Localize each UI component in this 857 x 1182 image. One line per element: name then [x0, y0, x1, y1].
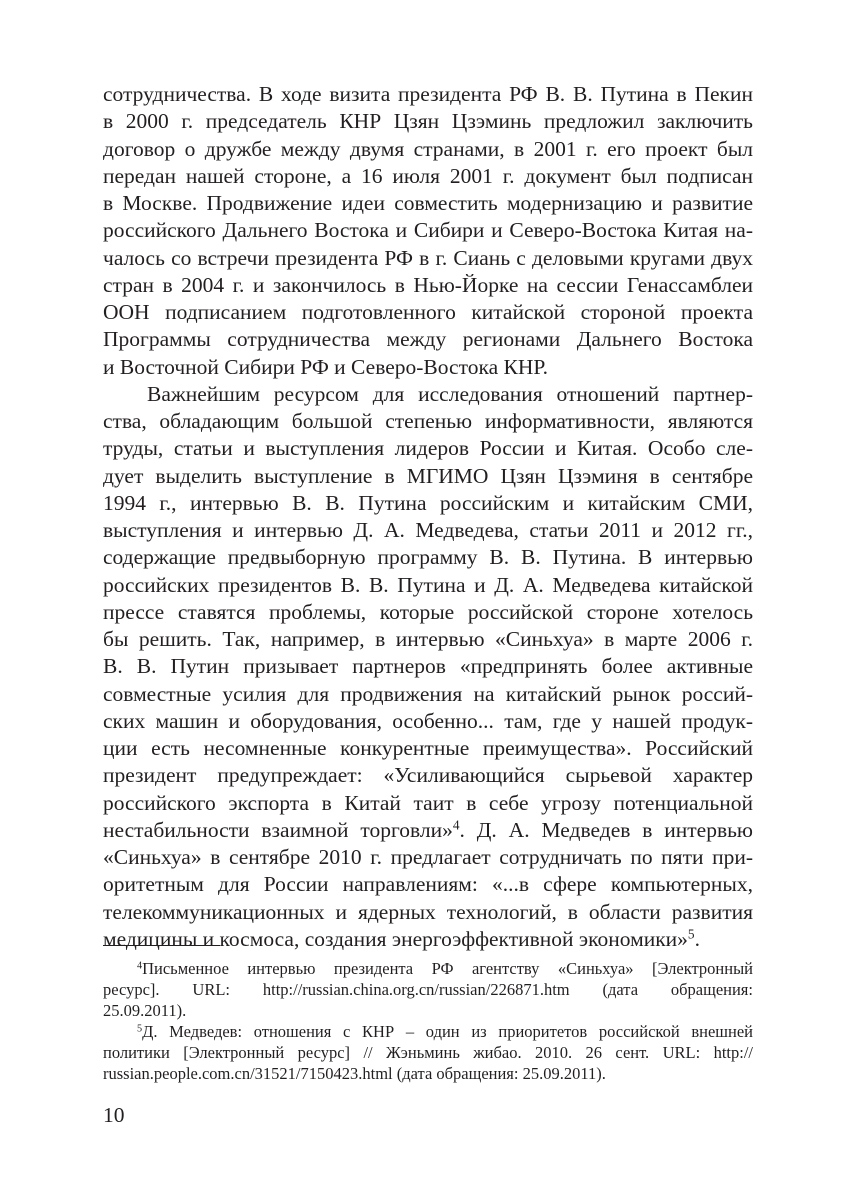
body-line: российского Дальнего Востока и Сибири и Северо-Востока Китая на- [103, 218, 753, 243]
body-line: и Восточной Сибири РФ и Северо-Востока КНР. [103, 354, 549, 379]
page-number: 10 [103, 1103, 125, 1127]
body-line: совместные усилия для продвижения на китайский рынок россий- [103, 681, 753, 706]
text-run: медицины и космоса, создания энергоэффективной экономики» [103, 926, 688, 951]
body-line: труды, статьи и выступления лидеров России и Китая. Особо сле- [103, 436, 753, 461]
footnote-ref: 5 [687, 926, 695, 942]
footnote-ref: 4 [452, 817, 460, 833]
footnote-divider [103, 945, 220, 946]
body-line [103, 817, 753, 844]
body-line: российского экспорта в Китай таит в себе угрозу потенциальной [103, 790, 753, 815]
footnote-5-line [103, 1021, 753, 1042]
body-text [103, 81, 753, 953]
body-line: телекоммуникационных и ядерных технологий, в области развития [103, 899, 753, 924]
footnote-4-line: ресурс]. URL: http://russian.china.org.cn/russian/226871.htm (дата обращения: [103, 980, 753, 999]
footnote-5-line: политики [Электронный ресурс] // Жэньминь жибао. 2010. 26 сент. URL: http:// [103, 1043, 753, 1062]
body-line: российских президентов В. В. Путина и Д. А. Медведева китайской [103, 572, 753, 597]
footnote-5-line: russian.people.com.cn/31521/7150423.html (дата обращения: 25.09.2011). [103, 1064, 606, 1083]
footnote-4-line [103, 958, 753, 979]
body-line: сотрудничества. В ходе визита президента РФ В. В. Путина в Пекин [103, 82, 753, 106]
text-run: нестабильности взаимной торговли» [103, 817, 453, 842]
body-line: ства, обладающим большой степенью информативности, являются [103, 409, 753, 433]
body-line: ских машин и оборудования, особенно... там, где у нашей продук- [103, 708, 753, 733]
body-line: чалось со встречи президента РФ в г. Сиань с деловыми кругами двух [103, 245, 753, 270]
body-line: оритетным для России направлениям: «...в сфере компьютерных, [103, 872, 753, 897]
body-line: В. В. Путин призывает партнеров «предпринять более активные [103, 654, 753, 679]
footnote-text: Д. Медведев: отношения с КНР – один из приоритетов российской внешней [142, 1022, 753, 1041]
body-line: 1994 г., интервью В. В. Путина российским и китайским СМИ, [103, 490, 753, 515]
body-line: «Синьхуа» в сентябре 2010 г. предлагает сотрудничать по пяти при- [103, 845, 753, 869]
footnotes [103, 958, 753, 1084]
body-line: президент предупреждает: «Усиливающийся сырьевой характер [103, 763, 753, 788]
body-line: прессе ставятся проблемы, которые российской стороне хотелось [103, 599, 753, 624]
body-line: выступления и интервью Д. А. Медведева, статьи 2011 и 2012 гг., [103, 518, 753, 542]
body-line: договор о дружбе между двумя странами, в 2001 г. его проект был [103, 136, 753, 161]
body-line: передан нашей стороне, а 16 июля 2001 г. документ был подписан [103, 163, 753, 188]
body-line: содержащие предвыборную программу В. В. Путина. В интервью [103, 545, 753, 570]
body-line: дует выделить выступление в МГИМО Цзян Цзэминя в сентябре [103, 463, 753, 488]
footnote-mark: 5 [137, 1023, 143, 1035]
text-run: . Д. А. Медведев в интервью [459, 817, 753, 842]
body-line: в 2000 г. председатель КНР Цзян Цзэминь предложил заключить [103, 109, 753, 134]
body-line [103, 926, 753, 953]
body-line: бы решить. Так, например, в интервью «Синьхуа» в марте 2006 г. [103, 627, 753, 651]
body-line: Важнейшим ресурсом для исследования отношений партнер- [147, 381, 753, 406]
body-line: ООН подписанием подготовленного китайской стороной проекта [103, 300, 753, 324]
body-line: ции есть несомненные конкурентные преимущества». Российский [103, 736, 753, 760]
body-line: в Москве. Продвижение идеи совместить модернизацию и развитие [103, 191, 753, 215]
footnote-mark: 4 [137, 960, 143, 972]
text-run: . [694, 926, 700, 951]
body-line: стран в 2004 г. и закончилось в Нью-Йорке на сессии Генассамблеи [103, 272, 753, 297]
body-line: Программы сотрудничества между регионами Дальнего Востока [103, 327, 753, 352]
footnote-text: Письменное интервью президента РФ агентству «Синьхуа» [Электронный [142, 959, 753, 978]
footnote-4-line: 25.09.2011). [103, 1001, 187, 1020]
